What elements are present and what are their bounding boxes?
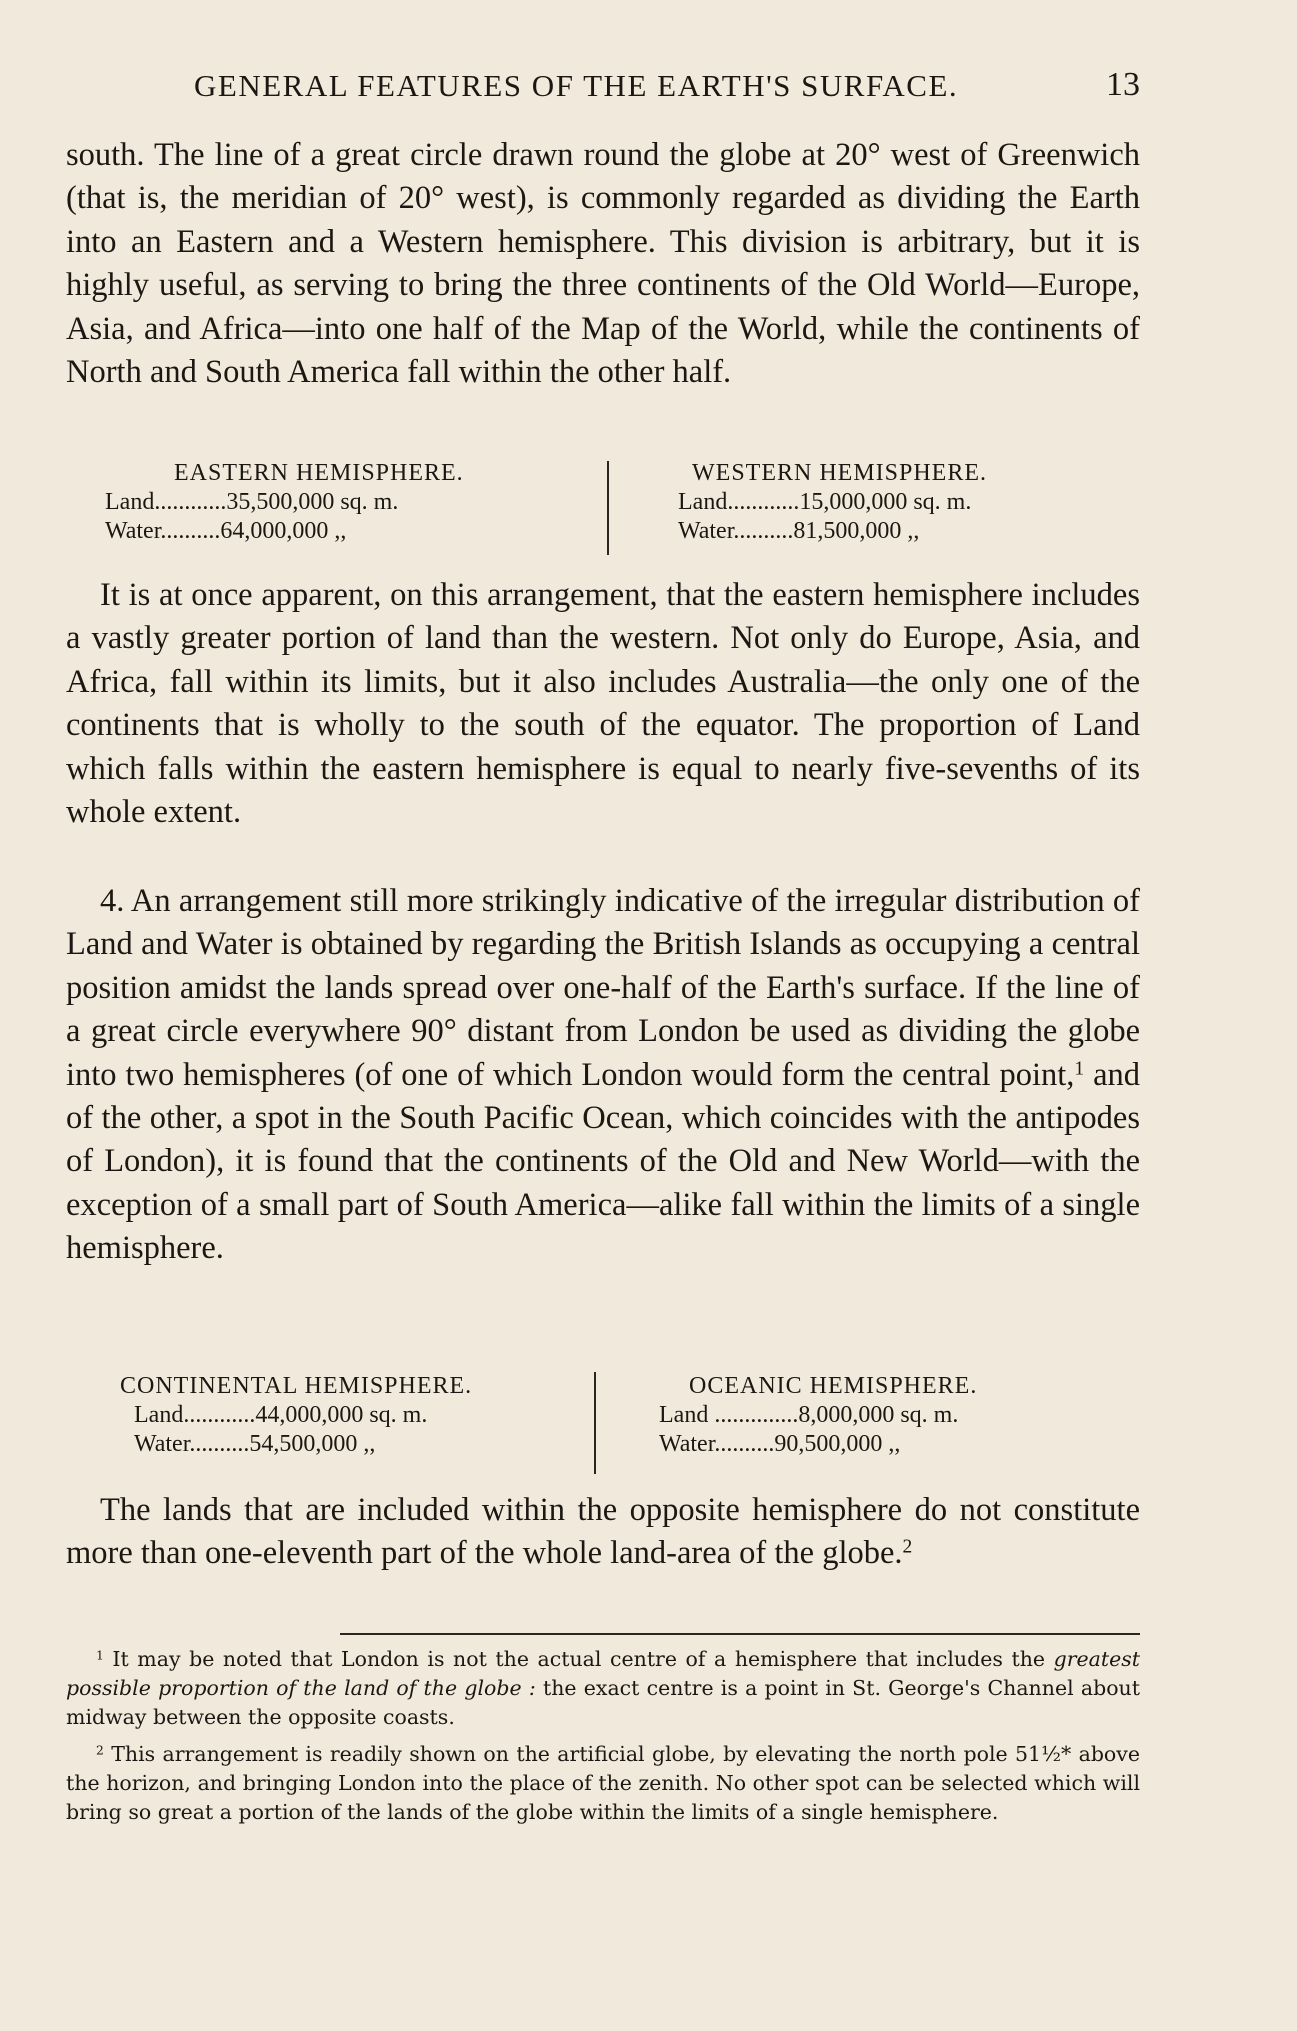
eastern-land-row: Land............35,500,000 sq. m. bbox=[105, 489, 399, 515]
eastern-water-row: Water..........64,000,000 ,, bbox=[105, 518, 347, 544]
oceanic-land-row: Land ..............8,000,000 sq. m. bbox=[659, 1402, 959, 1428]
oceanic-water-row: Water..........90,500,000 ,, bbox=[659, 1431, 901, 1457]
footnote-ref-1[interactable]: 1 bbox=[1074, 1057, 1085, 1079]
footnote-1 bbox=[66, 1645, 1140, 1732]
footnote-rule bbox=[340, 1633, 1140, 1635]
page-number: 13 bbox=[1106, 66, 1140, 103]
continental-oceanic-table bbox=[120, 1372, 1140, 1472]
continental-hemisphere-column bbox=[120, 1372, 590, 1459]
footnote-2 bbox=[66, 1740, 1140, 1827]
continental-hemisphere-title: CONTINENTAL HEMISPHERE. bbox=[120, 1373, 473, 1399]
footnote-1-end: the exact centre is a point in St. George's Channel about midway between the opposite coasts. bbox=[66, 1676, 1140, 1729]
western-water-row: Water..........81,500,000 ,, bbox=[678, 518, 920, 544]
footnote-ref-2[interactable]: 2 bbox=[902, 1536, 913, 1558]
footnote-1-start: It may be noted that London is not the actual centre of a hemisphere that includes the bbox=[103, 1647, 1054, 1671]
continental-land-row: Land............44,000,000 sq. m. bbox=[134, 1402, 428, 1428]
eastern-hemisphere-title: EASTERN HEMISPHERE. bbox=[174, 460, 464, 486]
page-header bbox=[66, 66, 1140, 110]
table-divider bbox=[594, 1372, 596, 1474]
oceanic-hemisphere-column bbox=[659, 1372, 1129, 1459]
western-hemisphere-title: WESTERN HEMISPHERE. bbox=[692, 460, 987, 486]
opposite-hemisphere-text: The lands that are included within the opposite hemisphere do not constitute more than one-eleventh part of the whole land-area of the globe. bbox=[66, 1492, 1140, 1572]
western-hemisphere-column bbox=[678, 459, 1138, 546]
paragraph-hemisphere-division: south. The line of a great circle drawn round the globe at 20° west of Greenwich (that is, the meridian of 20° west), is commonly regarded as dividing the Earth into an Eastern and a Western hemisphere. This division is arbitrary, but it is highly useful, as serving to bring the three continents of the Old World—Europe, Asia, and Africa—into one half of the Map of the World, while the continents of North and South America fall within the other half. bbox=[66, 137, 1140, 391]
eastern-western-table bbox=[105, 459, 1145, 559]
western-land-row: Land............15,000,000 sq. m. bbox=[678, 489, 972, 515]
footnotes bbox=[66, 1645, 1140, 1835]
paragraph-section-4 bbox=[66, 880, 1140, 1271]
oceanic-hemisphere-title: OCEANIC HEMISPHERE. bbox=[689, 1373, 978, 1399]
footnote-2-text: This arrangement is readily shown on the artificial globe, by elevating the north pole 51½* above the horizon, and bringing London into the place of the zenith. No other spot can be selected which will bring so great a portion of the lands of the globe within the limits of a single hemisphere. bbox=[66, 1742, 1140, 1824]
footnote-1-marker: 1 bbox=[96, 1648, 104, 1663]
continental-water-row: Water..........54,500,000 ,, bbox=[134, 1431, 376, 1457]
footnote-2-marker: 2 bbox=[96, 1743, 104, 1758]
paragraph-eastern-land: It is at once apparent, on this arrangement, that the eastern hemisphere includes a vastly greater portion of land than the western. Not only do Europe, Asia, and Africa, fall within its limits, but it also includes Australia—the only one of the continents that is wholly to the south of the equator. The proportion of Land which falls within the eastern hemisphere is equal to nearly five-sevenths of its whole extent. bbox=[66, 577, 1140, 831]
running-head: GENERAL FEATURES OF THE EARTH'S SURFACE. bbox=[194, 68, 959, 103]
table-divider bbox=[607, 461, 609, 555]
section-4-text-cont: and of the other, a spot in the South Pacific Ocean, which coincides with the antipodes of London), it is found that the continents of the Old and New World—with the exception of a small part of South America—alike fall within the limits of a single hemisphere. bbox=[66, 1056, 1140, 1267]
paragraph-opposite-hemisphere bbox=[66, 1489, 1140, 1576]
section-4-text: 4. An arrangement still more strikingly indicative of the irregular distribution of Land and Water is obtained by regarding the British Islands as occupying a central position amidst the lands spread over one-half of the Earth's surface. If the line of a great circle everywhere 90° distant from London be used as dividing the globe into two hemispheres (of one of which London would form the central point, bbox=[66, 883, 1140, 1093]
eastern-hemisphere-column bbox=[105, 459, 585, 546]
footnote-1-italic: greatest possible proportion of the land of the globe : bbox=[66, 1647, 1140, 1700]
